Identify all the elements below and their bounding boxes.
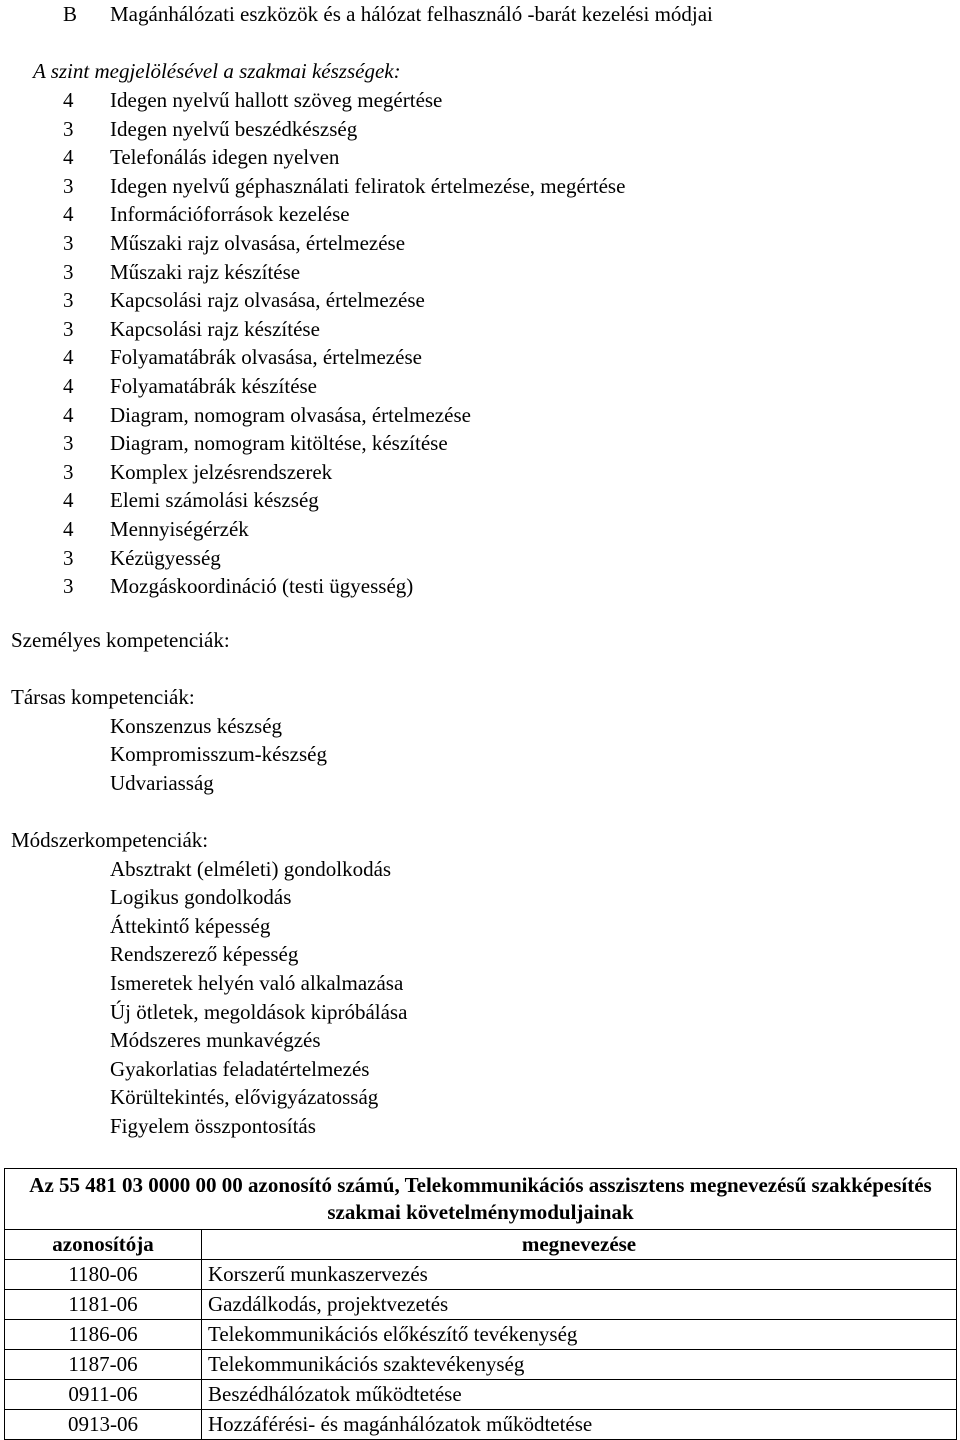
skill-row — [0, 200, 960, 229]
skill-level: 4 — [63, 488, 74, 513]
skill-level: 3 — [63, 288, 74, 313]
skill-row — [0, 515, 960, 544]
skill-level: 3 — [63, 230, 74, 255]
method-competencies-title: Módszerkompetenciák: — [11, 828, 209, 852]
skill-row — [0, 115, 960, 144]
list-item: Ismeretek helyén való alkalmazása — [110, 970, 404, 995]
skill-name: Kapcsolási rajz készítése — [110, 316, 320, 341]
skill-name: Folyamatábrák olvasása, értelmezése — [110, 345, 422, 370]
module-code: 0911-06 — [5, 1380, 202, 1410]
skill-level: 4 — [63, 516, 74, 541]
skill-level: 3 — [63, 116, 74, 141]
skill-name: Idegen nyelvű géphasználati feliratok értelmezése, megértése — [110, 173, 626, 198]
skill-row — [0, 486, 960, 515]
skill-name: Telefonálás idegen nyelven — [110, 145, 340, 170]
table-row — [5, 1320, 957, 1350]
skill-level: 3 — [63, 173, 74, 198]
skill-name: Mozgáskoordináció (testi ügyesség) — [110, 574, 414, 599]
method-competencies-list — [110, 855, 407, 1141]
skill-name: Mennyiségérzék — [110, 516, 249, 541]
module-name: Gazdálkodás, projektvezetés — [202, 1290, 957, 1320]
table-caption: Az 55 481 03 0000 00 00 azonosító számú, Telekommunikációs asszisztens megnevezésű szakképesítés szakmai követelménymoduljainak — [5, 1169, 957, 1230]
skill-name: Idegen nyelvű beszédkészség — [110, 116, 358, 141]
table-row — [5, 1290, 957, 1320]
skill-name: Elemi számolási készség — [110, 488, 319, 513]
skill-level: 4 — [63, 402, 74, 427]
skill-row — [0, 458, 960, 487]
list-item: Gyakorlatias feladatértelmezés — [110, 1056, 370, 1081]
skill-level: 3 — [63, 545, 74, 570]
skill-name: Komplex jelzésrendszerek — [110, 459, 333, 484]
skill-name: Műszaki rajz olvasása, értelmezése — [110, 230, 406, 255]
list-item: Udvariasság — [110, 770, 214, 795]
skill-row — [0, 572, 960, 601]
module-code: 1180-06 — [5, 1260, 202, 1290]
list-item: Konszenzus készség — [110, 713, 283, 738]
list-item: Rendszerező képesség — [110, 942, 299, 967]
table-header-row — [5, 1230, 957, 1260]
skill-level: 3 — [63, 431, 74, 456]
topic-line — [0, 0, 960, 28]
skill-level: 3 — [63, 259, 74, 284]
table-row — [5, 1410, 957, 1440]
skill-level: 4 — [63, 88, 74, 112]
list-item: Körültekintés, elővigyázatosság — [110, 1085, 379, 1110]
column-header-name: megnevezése — [202, 1230, 957, 1260]
list-item: Absztrakt (elméleti) gondolkodás — [110, 856, 392, 881]
list-item: Áttekintő képesség — [110, 913, 271, 938]
list-item: Módszeres munkavégzés — [110, 1028, 321, 1053]
module-name: Telekommunikációs szaktevékenység — [202, 1350, 957, 1380]
list-item: Kompromisszum-készség — [110, 742, 327, 767]
personal-competencies-title: Személyes kompetenciák: — [11, 628, 230, 652]
skill-name: Műszaki rajz készítése — [110, 259, 301, 284]
module-name: Korszerű munkaszervezés — [202, 1260, 957, 1290]
skill-row — [0, 86, 960, 115]
list-item: Új ötletek, megoldások kipróbálása — [110, 999, 408, 1024]
modules-table — [4, 1168, 957, 1440]
skill-level: 4 — [63, 345, 74, 370]
table-row — [5, 1380, 957, 1410]
table-row — [5, 1260, 957, 1290]
skill-row — [0, 429, 960, 458]
skill-row — [0, 286, 960, 315]
skill-level: 4 — [63, 145, 74, 170]
skill-name: Diagram, nomogram kitöltése, készítése — [110, 431, 448, 456]
skill-row — [0, 143, 960, 172]
social-competencies-list — [110, 712, 327, 798]
list-item: Logikus gondolkodás — [110, 885, 292, 910]
skill-level: 3 — [63, 574, 74, 599]
topic-text: Magánhálózati eszközök és a hálózat felhasználó -barát kezelési módjai — [110, 2, 713, 26]
module-code: 0913-06 — [5, 1410, 202, 1440]
skill-row — [0, 172, 960, 201]
list-item: Figyelem összpontosítás — [110, 1113, 316, 1138]
skill-level: 4 — [63, 202, 74, 227]
module-name: Hozzáférési- és magánhálózatok működtetése — [202, 1410, 957, 1440]
module-code: 1181-06 — [5, 1290, 202, 1320]
skill-row — [0, 343, 960, 372]
topic-letter: B — [63, 2, 78, 26]
skill-name: Kézügyesség — [110, 545, 221, 570]
skills-heading: A szint megjelölésével a szakmai készségek: — [33, 59, 401, 83]
module-name: Beszédhálózatok működtetése — [202, 1380, 957, 1410]
module-code: 1187-06 — [5, 1350, 202, 1380]
skill-name: Folyamatábrák készítése — [110, 373, 318, 398]
skills-list — [0, 86, 960, 601]
social-competencies-title: Társas kompetenciák: — [11, 685, 195, 709]
skill-row — [0, 258, 960, 287]
skill-row — [0, 372, 960, 401]
module-code: 1186-06 — [5, 1320, 202, 1350]
skill-row — [0, 315, 960, 344]
column-header-code: azonosítója — [5, 1230, 202, 1260]
skill-row — [0, 401, 960, 430]
table-caption-row — [5, 1169, 957, 1230]
table-row — [5, 1350, 957, 1380]
skill-name: Információforrások kezelése — [110, 202, 350, 227]
skill-row — [0, 544, 960, 573]
skill-name: Diagram, nomogram olvasása, értelmezése — [110, 402, 471, 427]
skill-level: 3 — [63, 316, 74, 341]
skill-row — [0, 229, 960, 258]
module-name: Telekommunikációs előkészítő tevékenység — [202, 1320, 957, 1350]
skill-name: Idegen nyelvű hallott szöveg megértése — [110, 88, 443, 112]
skill-name: Kapcsolási rajz olvasása, értelmezése — [110, 288, 425, 313]
skill-level: 4 — [63, 373, 74, 398]
skill-level: 3 — [63, 459, 74, 484]
